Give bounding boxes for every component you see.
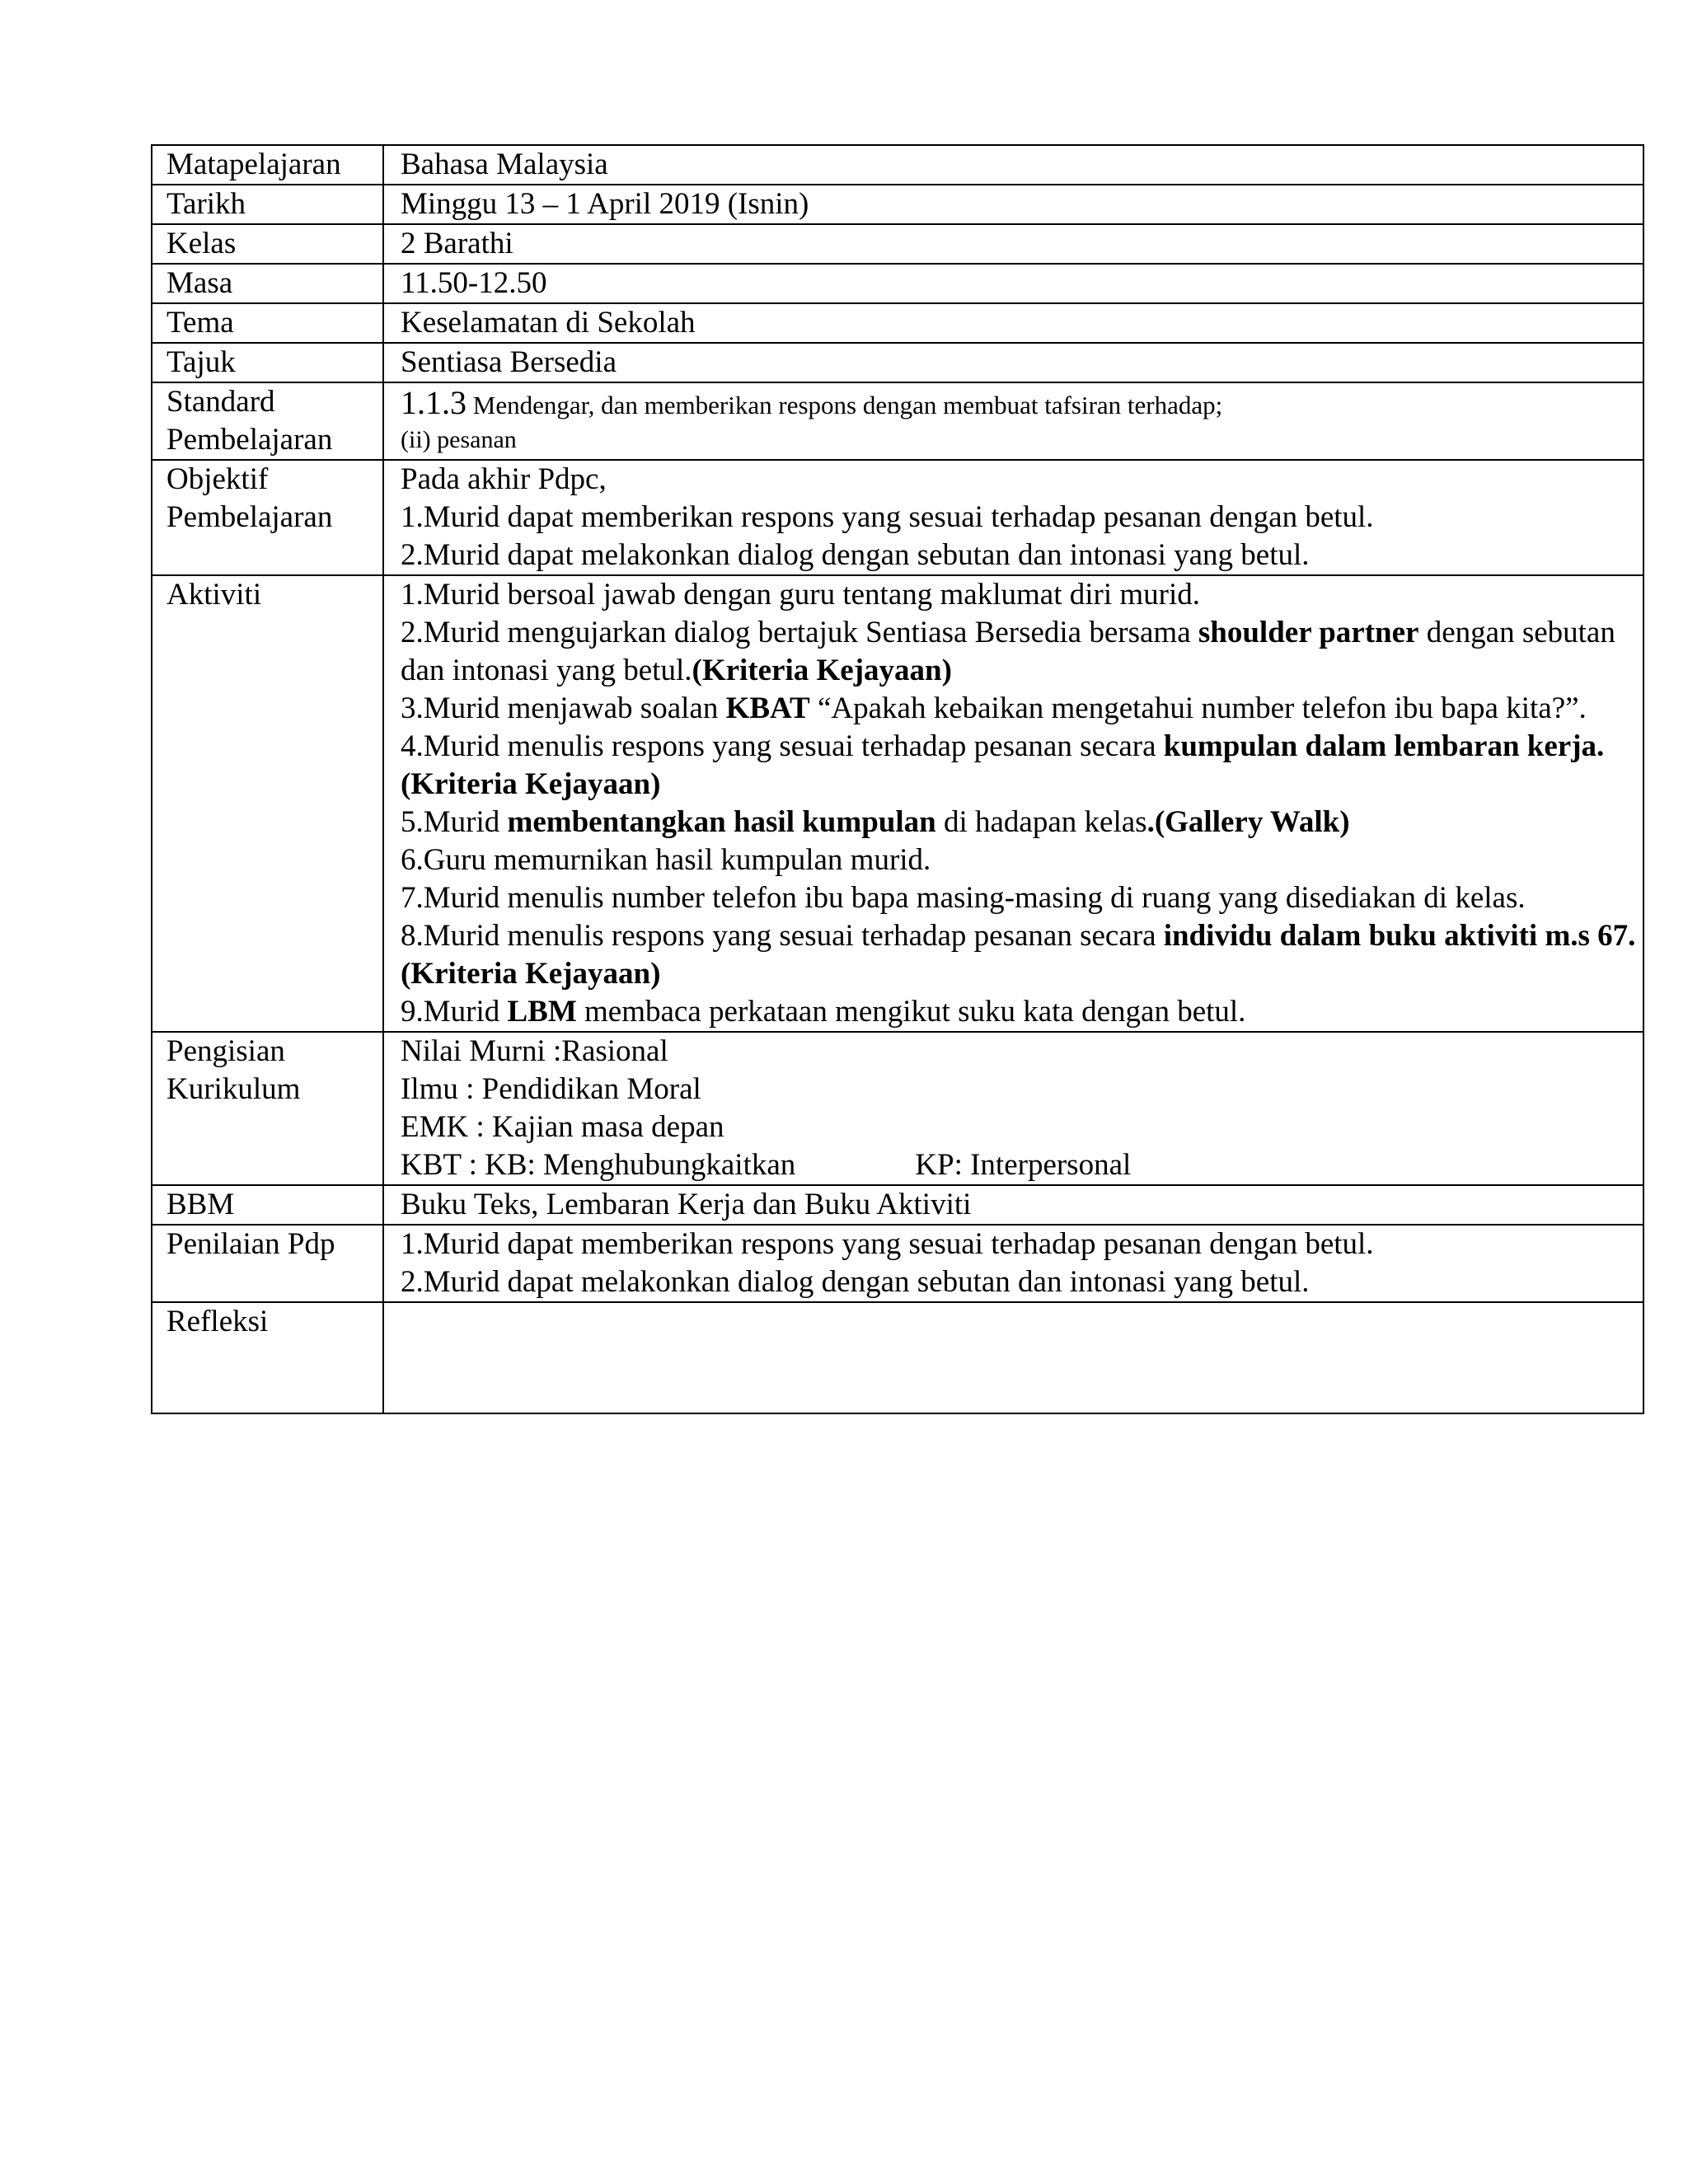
value-penilaian: [383, 1225, 1643, 1302]
pengisian-ilmu: Ilmu : Pendidikan Moral: [401, 1072, 701, 1106]
aktiviti-2-text: 2.Murid mengujarkan dialog bertajuk Sentiasa Bersedia bersama: [401, 616, 1198, 649]
row-masa: [152, 264, 1643, 303]
standard-statement: [401, 383, 1636, 425]
value-matapelajaran: Bahasa Malaysia: [383, 145, 1643, 185]
aktiviti-8-text: 8.Murid menulis respons yang sesuai terhadap pesanan secara: [401, 919, 1164, 953]
aktiviti-item-4: [401, 728, 1636, 804]
value-pengisian: [383, 1032, 1643, 1185]
label-standard: [152, 382, 383, 460]
aktiviti-item-2: [401, 614, 1636, 690]
value-masa: 11.50-12.50: [383, 264, 1643, 303]
aktiviti-3-bold: KBAT: [725, 691, 810, 725]
value-bbm: Buku Teks, Lembaran Kerja dan Buku Aktiviti: [383, 1185, 1643, 1225]
aktiviti-2-kriteria: (Kriteria Kejayaan): [692, 654, 952, 687]
aktiviti-8-bold: individu dalam buku aktiviti m.s 67. (Kriteria Kejayaan): [401, 919, 1636, 991]
label-tajuk: Tajuk: [152, 343, 383, 382]
aktiviti-9-text-post: membaca perkataan mengikut suku kata dengan betul.: [576, 995, 1246, 1029]
pengisian-kbt-line: [401, 1146, 1636, 1184]
label-tema: Tema: [152, 303, 383, 343]
aktiviti-5-bold: membentangkan hasil kumpulan: [507, 805, 936, 839]
value-objektif: [383, 460, 1643, 575]
label-objektif-line1: Objektif: [166, 462, 269, 496]
label-pengisian-line1: Pengisian: [166, 1034, 285, 1068]
label-masa: Masa: [152, 264, 383, 303]
lesson-plan-sheet: [151, 144, 1644, 1414]
standard-sub: (ii) pesanan: [401, 426, 517, 453]
row-refleksi: [152, 1302, 1643, 1413]
row-tarikh: [152, 185, 1643, 224]
row-bbm: [152, 1185, 1643, 1225]
pengisian-kp: KP: Interpersonal: [915, 1148, 1132, 1182]
label-aktiviti: Aktiviti: [152, 575, 383, 1032]
label-standard-line2: Pembelajaran: [166, 423, 333, 457]
standard-code: 1.1.3: [401, 384, 467, 421]
row-penilaian: [152, 1225, 1643, 1302]
row-aktiviti: [152, 575, 1643, 1032]
objektif-intro: Pada akhir Pdpc,: [401, 462, 607, 496]
row-standard: [152, 382, 1643, 460]
value-tajuk: Sentiasa Bersedia: [383, 343, 1643, 382]
aktiviti-4-bold: kumpulan dalam lembaran kerja. (Kriteria Kejayaan): [401, 729, 1605, 801]
label-objektif-line2: Pembelajaran: [166, 500, 333, 534]
row-tajuk: [152, 343, 1643, 382]
penilaian-item: 2.Murid dapat melakonkan dialog dengan sebutan dan intonasi yang betul.: [401, 1265, 1310, 1299]
objektif-item: 1.Murid dapat memberikan respons yang sesuai terhadap pesanan dengan betul.: [401, 500, 1374, 534]
aktiviti-9-bold: LBM: [507, 995, 577, 1029]
aktiviti-item-9: [401, 993, 1636, 1031]
aktiviti-5-text: 5.Murid: [401, 805, 508, 839]
standard-text: Mendengar, dan memberikan respons dengan membuat tafsiran terhadap;: [467, 391, 1223, 419]
pengisian-kbt: KBT : KB: Menghubungkaitkan: [401, 1148, 796, 1182]
aktiviti-9-text: 9.Murid: [401, 995, 508, 1029]
label-bbm: BBM: [152, 1185, 383, 1225]
aktiviti-2-text-post: dengan sebutan dan intonasi yang betul.: [401, 616, 1615, 687]
label-objektif: [152, 460, 383, 575]
label-penilaian: Penilaian Pdp: [152, 1225, 383, 1302]
aktiviti-5-bold2: .(Gallery Walk): [1146, 805, 1350, 839]
label-tarikh: Tarikh: [152, 185, 383, 224]
value-standard: [383, 382, 1643, 460]
label-pengisian-line2: Kurikulum: [166, 1072, 301, 1106]
label-kelas: Kelas: [152, 224, 383, 264]
label-matapelajaran: Matapelajaran: [152, 145, 383, 185]
aktiviti-3-text-post: “Apakah kebaikan mengetahui number telefon ibu bapa kita?”.: [809, 691, 1587, 725]
aktiviti-item-5: [401, 804, 1636, 841]
value-kelas: 2 Barathi: [383, 224, 1643, 264]
row-objektif: [152, 460, 1643, 575]
pengisian-nilai: Nilai Murni :Rasional: [401, 1034, 668, 1068]
pengisian-emk: EMK : Kajian masa depan: [401, 1110, 724, 1144]
value-tarikh: Minggu 13 – 1 April 2019 (Isnin): [383, 185, 1643, 224]
aktiviti-item-3: [401, 690, 1636, 728]
label-refleksi: Refleksi: [152, 1302, 383, 1413]
aktiviti-5-text-mid: di hadapan kelas: [935, 805, 1147, 839]
aktiviti-item-8: [401, 917, 1636, 993]
aktiviti-2-bold: shoulder partner: [1198, 616, 1419, 649]
value-refleksi[interactable]: [383, 1302, 1643, 1413]
lesson-plan-table: [151, 144, 1644, 1414]
aktiviti-item-6: 6.Guru memurnikan hasil kumpulan murid.: [401, 843, 931, 877]
penilaian-item: 1.Murid dapat memberikan respons yang sesuai terhadap pesanan dengan betul.: [401, 1227, 1374, 1261]
value-tema: Keselamatan di Sekolah: [383, 303, 1643, 343]
aktiviti-item-7: 7.Murid menulis number telefon ibu bapa masing-masing di ruang yang disediakan di kelas.: [401, 881, 1526, 915]
row-matapelajaran: [152, 145, 1643, 185]
row-kelas: [152, 224, 1643, 264]
row-pengisian: [152, 1032, 1643, 1185]
aktiviti-3-text: 3.Murid menjawab soalan: [401, 691, 726, 725]
aktiviti-4-text: 4.Murid menulis respons yang sesuai terhadap pesanan secara: [401, 729, 1164, 763]
label-standard-line1: Standard: [166, 385, 275, 419]
label-pengisian: [152, 1032, 383, 1185]
value-aktiviti: [383, 575, 1643, 1032]
aktiviti-item-1: 1.Murid bersoal jawab dengan guru tentang maklumat diri murid.: [401, 578, 1200, 612]
row-tema: [152, 303, 1643, 343]
objektif-item: 2.Murid dapat melakonkan dialog dengan sebutan dan intonasi yang betul.: [401, 538, 1310, 572]
